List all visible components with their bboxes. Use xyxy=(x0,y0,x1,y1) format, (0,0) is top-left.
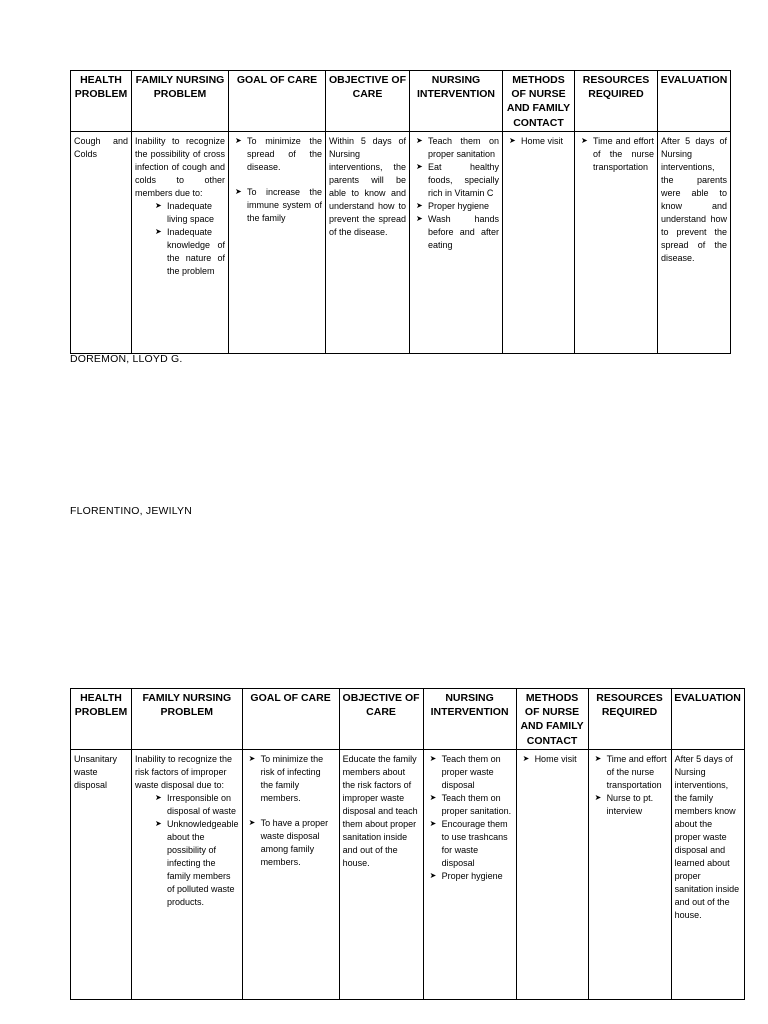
list-item-text: Wash hands before and after eating xyxy=(428,213,499,251)
arrow-bullet-icon: ➤ xyxy=(155,818,162,828)
cell-objective-of-care xyxy=(339,749,423,999)
arrow-bullet-icon: ➤ xyxy=(416,161,423,171)
cell-evaluation xyxy=(658,131,731,353)
list-item xyxy=(135,818,239,909)
list-item xyxy=(506,135,571,148)
header-nursing-intervention: NURSING INTERVENTION xyxy=(423,689,516,750)
list-item-text: Inadequate living space xyxy=(167,200,215,224)
header-objective-of-care: OBJECTIVE OF CARE xyxy=(339,689,423,750)
cell-methods-of-contact xyxy=(503,131,575,353)
header-methods-of-contact: METHODS OF NURSE AND FAMILY CONTACT xyxy=(516,689,588,750)
list-item xyxy=(246,817,336,869)
list-item-text: Teach them on proper waste disposal xyxy=(441,753,501,790)
list-item-text: Home visit xyxy=(534,753,577,764)
student-name-first: DOREMON, LLOYD G. xyxy=(70,353,183,365)
list-item-text: Home visit xyxy=(521,135,564,146)
family-problem-list xyxy=(135,200,225,278)
list-item-text: Inadequate knowledge of the nature of the problem xyxy=(167,227,225,277)
cell-nursing-intervention xyxy=(423,749,516,999)
student-name-second: FLORENTINO, JEWILYN xyxy=(70,505,193,517)
cell-health-problem xyxy=(71,749,132,999)
arrow-bullet-icon: ➤ xyxy=(429,753,437,763)
header-goal-of-care: GOAL OF CARE xyxy=(229,71,326,132)
arrow-bullet-icon: ➤ xyxy=(416,200,423,210)
cell-resources-required xyxy=(575,131,658,353)
header-methods-of-contact: METHODS OF NURSE AND FAMILY CONTACT xyxy=(503,71,575,132)
header-evaluation: EVALUATION xyxy=(658,71,731,132)
resources-list xyxy=(592,753,668,818)
arrow-bullet-icon: ➤ xyxy=(248,817,256,827)
care-plan-table-waste-disposal xyxy=(70,688,745,1000)
list-item xyxy=(592,792,668,818)
header-goal-of-care: GOAL OF CARE xyxy=(242,689,339,750)
list-item-text: Teach them on proper sanitation xyxy=(428,135,499,159)
list-item xyxy=(427,870,513,883)
table-row xyxy=(71,749,745,999)
arrow-bullet-icon: ➤ xyxy=(235,186,242,196)
header-resources-required: RESOURCES REQUIRED xyxy=(588,689,671,750)
list-item-text: Irresponsible on disposal of waste xyxy=(167,792,237,816)
cell-nursing-intervention xyxy=(410,131,503,353)
methods-list xyxy=(520,753,585,766)
cell-health-problem xyxy=(71,131,132,353)
list-item xyxy=(413,213,499,252)
list-item xyxy=(578,135,654,174)
cell-goal-of-care xyxy=(229,131,326,353)
arrow-bullet-icon: ➤ xyxy=(248,753,256,763)
cell-methods-of-contact xyxy=(516,749,588,999)
header-health-problem: HEALTH PROBLEM xyxy=(71,689,132,750)
list-item xyxy=(135,792,239,818)
header-resources-required: RESOURCES REQUIRED xyxy=(575,71,658,132)
header-evaluation: EVALUATION xyxy=(671,689,744,750)
intervention-list xyxy=(427,753,513,883)
table-header-row xyxy=(71,71,731,132)
list-item-text: Teach them on proper sanitation. xyxy=(441,792,512,816)
header-family-nursing-problem: FAMILY NURSING PROBLEM xyxy=(132,689,243,750)
list-item xyxy=(520,753,585,766)
methods-list xyxy=(506,135,571,148)
health-problem-text: Unsanitary waste disposal xyxy=(74,753,118,790)
list-item-text: To increase the immune system of the family xyxy=(247,186,322,223)
cell-family-nursing-problem xyxy=(132,131,229,353)
goal-list xyxy=(232,135,322,225)
evaluation-text: After 5 days of Nursing interventions, the family members know about the proper waste disposal and learned about proper sanitation inside and out of the house. xyxy=(674,753,740,921)
cell-goal-of-care xyxy=(242,749,339,999)
list-item-text: To have a proper waste disposal among family members. xyxy=(260,817,329,868)
list-item xyxy=(427,792,513,818)
list-item xyxy=(232,186,322,225)
header-nursing-intervention: NURSING INTERVENTION xyxy=(410,71,503,132)
objective-text: Educate the family members about the risk factors of improper waste disposal and teach them about proper sanitation inside and out of the house. xyxy=(342,753,418,869)
list-item xyxy=(135,226,225,278)
family-problem-intro: Inability to recognize the possibility of cross infection of cough and colds to other members due to: xyxy=(135,135,225,198)
family-problem-list xyxy=(135,792,239,909)
family-problem-intro: Inability to recognize the risk factors of improper waste disposal due to: xyxy=(135,753,233,790)
arrow-bullet-icon: ➤ xyxy=(235,135,242,145)
care-plan-table-cough-colds xyxy=(70,70,731,354)
cell-evaluation xyxy=(671,749,744,999)
health-problem-text: Cough and Colds xyxy=(74,135,128,159)
list-item-text: To minimize the risk of infecting the family members. xyxy=(260,753,324,803)
resources-list xyxy=(578,135,654,174)
list-item-text: Time and effort of the nurse transportation xyxy=(593,135,654,172)
list-item-text: Unknowledgeable about the possibility of infecting the family members of polluted waste products. xyxy=(167,818,239,908)
list-item-text: Encourage them to use trashcans for waste disposal xyxy=(441,818,508,869)
list-item-text: Time and effort of the nurse transportation xyxy=(606,753,667,790)
arrow-bullet-icon: ➤ xyxy=(522,753,530,763)
header-health-problem: HEALTH PROBLEM xyxy=(71,71,132,132)
list-item xyxy=(427,753,513,792)
arrow-bullet-icon: ➤ xyxy=(594,753,602,763)
list-item xyxy=(246,753,336,805)
cell-objective-of-care xyxy=(326,131,410,353)
arrow-bullet-icon: ➤ xyxy=(429,818,437,828)
list-item xyxy=(413,200,499,213)
list-item xyxy=(413,161,499,200)
arrow-bullet-icon: ➤ xyxy=(594,792,602,802)
list-item xyxy=(413,135,499,161)
header-family-nursing-problem: FAMILY NURSING PROBLEM xyxy=(132,71,229,132)
list-item xyxy=(592,753,668,792)
list-item-text: Proper hygiene xyxy=(441,871,503,882)
arrow-bullet-icon: ➤ xyxy=(429,792,437,802)
arrow-bullet-icon: ➤ xyxy=(155,227,162,237)
cell-resources-required xyxy=(588,749,671,999)
cell-family-nursing-problem xyxy=(132,749,243,999)
list-item-text: Proper hygiene xyxy=(428,200,490,211)
arrow-bullet-icon: ➤ xyxy=(155,200,162,210)
intervention-list xyxy=(413,135,499,252)
arrow-bullet-icon: ➤ xyxy=(416,135,423,145)
header-objective-of-care: OBJECTIVE OF CARE xyxy=(326,71,410,132)
list-item-text: Nurse to pt. interview xyxy=(606,792,654,816)
evaluation-text: After 5 days of Nursing interventions, the parents were able to know and understand how to prevent the spread of the disease. xyxy=(661,135,727,264)
objective-text: Within 5 days of Nursing interventions, the parents will be able to know and understand how to prevent the spread of the disease. xyxy=(329,135,406,238)
list-item xyxy=(232,135,322,174)
list-item xyxy=(135,200,225,226)
arrow-bullet-icon: ➤ xyxy=(155,792,162,802)
arrow-bullet-icon: ➤ xyxy=(416,213,423,223)
arrow-bullet-icon: ➤ xyxy=(581,135,588,145)
list-item xyxy=(427,818,513,870)
list-item-text: To minimize the spread of the disease. xyxy=(247,135,322,172)
arrow-bullet-icon: ➤ xyxy=(509,135,516,145)
list-item-text: Eat healthy foods, specially rich in Vitamin C xyxy=(428,161,499,198)
table-row xyxy=(71,131,731,353)
arrow-bullet-icon: ➤ xyxy=(429,871,437,881)
table-header-row xyxy=(71,689,745,750)
goal-list xyxy=(246,753,336,869)
